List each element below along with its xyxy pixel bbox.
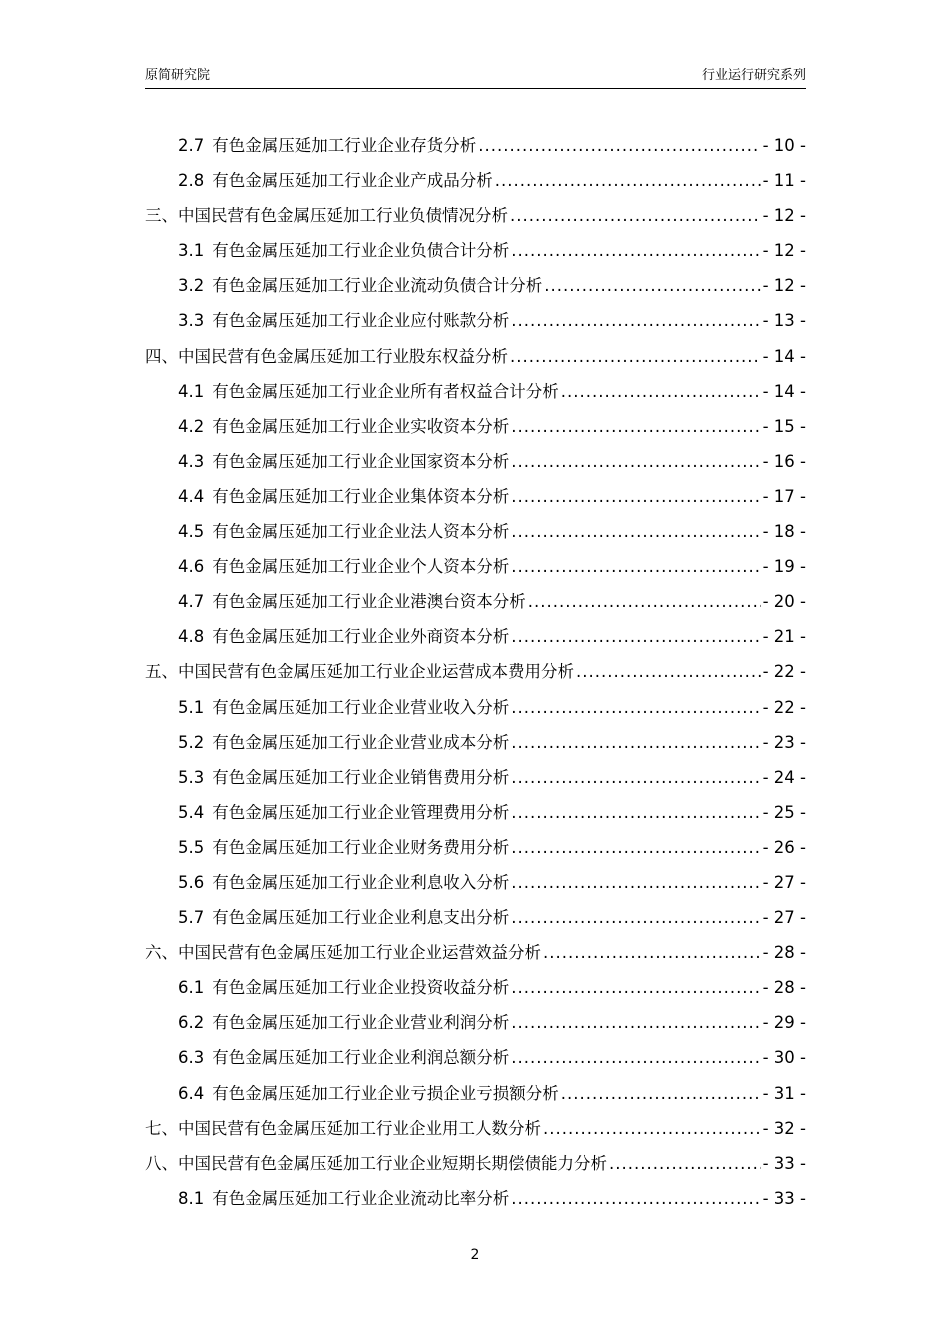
toc-dot-leader <box>510 198 761 233</box>
toc-entry-number: 3.1 <box>178 241 205 261</box>
toc-entry-number: 4.3 <box>178 451 205 471</box>
toc-entry-title: 有色金属压延加工行业企业外商资本分析 <box>212 627 510 647</box>
toc-entry-page: - 27 - <box>762 872 806 892</box>
toc-entry-number: 4.1 <box>178 381 205 401</box>
toc-dot-leader <box>511 795 760 830</box>
toc-entry-number: 5.6 <box>178 872 205 892</box>
toc-entry-page: - 10 - <box>762 136 806 155</box>
toc-entry-page: - 31 - <box>762 1083 806 1103</box>
toc-entry-title: 有色金属压延加工行业企业财务费用分析 <box>212 837 510 857</box>
toc-section-entry[interactable] <box>145 444 806 479</box>
toc-dot-leader <box>510 339 761 374</box>
toc-entry-title: 有色金属压延加工行业企业所有者权益合计分析 <box>212 381 559 401</box>
toc-dot-leader <box>511 549 760 584</box>
toc-dot-leader <box>561 1076 761 1111</box>
toc-entry-page: - 16 - <box>762 451 806 471</box>
toc-dot-leader <box>511 444 760 479</box>
toc-dot-leader <box>495 163 761 198</box>
toc-entry-number: 2.8 <box>178 171 205 191</box>
toc-section-entry[interactable] <box>145 830 806 865</box>
toc-entry-title: 有色金属压延加工行业企业应付账款分析 <box>212 311 510 331</box>
toc-entry-title: 六、中国民营有色金属压延加工行业企业运营效益分析 <box>145 943 541 963</box>
toc-dot-leader <box>511 970 760 1005</box>
toc-dot-leader <box>511 409 760 444</box>
toc-entry-title: 有色金属压延加工行业企业流动负债合计分析 <box>212 276 543 296</box>
toc-entry-title: 有色金属压延加工行业企业利息支出分析 <box>212 908 510 928</box>
toc-section-entry[interactable] <box>145 233 806 268</box>
toc-entry-page: - 21 - <box>762 627 806 647</box>
toc-section-entry[interactable] <box>145 128 806 163</box>
page-header <box>145 66 806 89</box>
toc-entry-page: - 29 - <box>762 1013 806 1033</box>
toc-dot-leader <box>543 935 761 970</box>
toc-section-entry[interactable] <box>145 725 806 760</box>
toc-entry-title: 四、中国民营有色金属压延加工行业股东权益分析 <box>145 346 508 366</box>
toc-entry-title: 有色金属压延加工行业企业流动比率分析 <box>212 1188 510 1208</box>
toc-entry-title: 有色金属压延加工行业企业实收资本分析 <box>212 416 510 436</box>
toc-entry-page: - 28 - <box>762 978 806 998</box>
toc-entry-number: 6.1 <box>178 978 205 998</box>
toc-dot-leader <box>511 725 760 760</box>
toc-entry-number: 4.5 <box>178 522 205 542</box>
toc-entry-page: - 32 - <box>762 1118 806 1138</box>
toc-entry-page: - 17 - <box>762 486 806 506</box>
toc-entry-page: - 23 - <box>762 732 806 752</box>
toc-chapter-entry[interactable] <box>145 654 806 689</box>
toc-section-entry[interactable] <box>145 409 806 444</box>
toc-chapter-entry[interactable] <box>145 1111 806 1146</box>
toc-entry-page: - 15 - <box>762 416 806 436</box>
toc-dot-leader <box>576 654 761 689</box>
toc-dot-leader <box>511 303 760 338</box>
toc-entry-page: - 20 - <box>762 592 806 612</box>
toc-entry-page: - 18 - <box>762 522 806 542</box>
toc-dot-leader <box>609 1146 761 1181</box>
toc-section-entry[interactable] <box>145 865 806 900</box>
header-organization: 原简研究院 <box>145 68 211 83</box>
toc-entry-number: 3.2 <box>178 276 205 296</box>
toc-section-entry[interactable] <box>145 1040 806 1075</box>
toc-entry-number: 2.7 <box>178 136 205 155</box>
toc-entry-title: 有色金属压延加工行业企业法人资本分析 <box>212 522 510 542</box>
toc-entry-title: 有色金属压延加工行业企业产成品分析 <box>212 171 493 191</box>
toc-section-entry[interactable] <box>145 690 806 725</box>
toc-entry-title: 有色金属压延加工行业企业利息收入分析 <box>212 872 510 892</box>
toc-entry-page: - 33 - <box>762 1153 806 1173</box>
toc-section-entry[interactable] <box>145 514 806 549</box>
toc-entry-page: - 27 - <box>762 908 806 928</box>
toc-entry-number: 5.3 <box>178 767 205 787</box>
toc-section-entry[interactable] <box>145 268 806 303</box>
toc-entry-page: - 19 - <box>762 557 806 577</box>
toc-entry-page: - 12 - <box>762 276 806 296</box>
toc-entry-title: 七、中国民营有色金属压延加工行业企业用工人数分析 <box>145 1118 541 1138</box>
toc-section-entry[interactable] <box>145 1076 806 1111</box>
toc-section-entry[interactable] <box>145 163 806 198</box>
toc-chapter-entry[interactable] <box>145 198 806 233</box>
toc-entry-page: - 12 - <box>762 206 806 226</box>
toc-entry-page: - 28 - <box>762 943 806 963</box>
toc-entry-number: 4.7 <box>178 592 205 612</box>
toc-dot-leader <box>511 865 760 900</box>
toc-section-entry[interactable] <box>145 549 806 584</box>
toc-entry-page: - 22 - <box>762 697 806 717</box>
toc-entry-number: 5.7 <box>178 908 205 928</box>
toc-entry-number: 6.3 <box>178 1048 205 1068</box>
toc-chapter-entry[interactable] <box>145 935 806 970</box>
toc-entry-title: 有色金属压延加工行业企业集体资本分析 <box>212 486 510 506</box>
toc-section-entry[interactable] <box>145 1005 806 1040</box>
toc-entry-title: 八、中国民营有色金属压延加工行业企业短期长期偿债能力分析 <box>145 1153 607 1173</box>
toc-dot-leader <box>543 1111 761 1146</box>
toc-section-entry[interactable] <box>145 479 806 514</box>
toc-entry-page: - 33 - <box>762 1188 806 1208</box>
toc-entry-number: 8.1 <box>178 1188 205 1208</box>
toc-entry-number: 4.4 <box>178 486 205 506</box>
toc-section-entry[interactable] <box>145 303 806 338</box>
toc-entry-number: 5.4 <box>178 802 205 822</box>
toc-entry-page: - 14 - <box>762 381 806 401</box>
table-of-contents <box>145 128 806 1216</box>
toc-dot-leader <box>478 128 760 163</box>
toc-entry-title: 有色金属压延加工行业企业港澳台资本分析 <box>212 592 526 612</box>
toc-dot-leader <box>511 760 760 795</box>
toc-entry-title: 有色金属压延加工行业企业营业利润分析 <box>212 1013 510 1033</box>
toc-entry-page: - 22 - <box>762 662 806 682</box>
toc-entry-page: - 11 - <box>762 171 806 191</box>
toc-section-entry[interactable] <box>145 760 806 795</box>
toc-entry-page: - 30 - <box>762 1048 806 1068</box>
toc-section-entry[interactable] <box>145 619 806 654</box>
toc-entry-number: 5.5 <box>178 837 205 857</box>
toc-entry-title: 有色金属压延加工行业企业负债合计分析 <box>212 241 510 261</box>
toc-section-entry[interactable] <box>145 900 806 935</box>
toc-dot-leader <box>511 830 760 865</box>
toc-entry-number: 3.3 <box>178 311 205 331</box>
toc-chapter-entry[interactable] <box>145 339 806 374</box>
toc-entry-title: 有色金属压延加工行业企业销售费用分析 <box>212 767 510 787</box>
toc-entry-page: - 25 - <box>762 802 806 822</box>
toc-dot-leader <box>511 619 760 654</box>
toc-entry-title: 有色金属压延加工行业企业亏损企业亏损额分析 <box>212 1083 559 1103</box>
toc-entry-page: - 26 - <box>762 837 806 857</box>
toc-entry-number: 5.1 <box>178 697 205 717</box>
toc-dot-leader <box>561 374 761 409</box>
toc-entry-page: - 13 - <box>762 311 806 331</box>
toc-entry-title: 有色金属压延加工行业企业个人资本分析 <box>212 557 510 577</box>
toc-dot-leader <box>511 1005 760 1040</box>
toc-dot-leader <box>511 233 760 268</box>
toc-dot-leader <box>528 584 761 619</box>
toc-dot-leader <box>511 690 760 725</box>
toc-section-entry[interactable] <box>145 795 806 830</box>
header-series-title: 行业运行研究系列 <box>701 68 806 83</box>
toc-entry-page: - 14 - <box>762 346 806 366</box>
toc-section-entry[interactable] <box>145 374 806 409</box>
toc-entry-number: 5.2 <box>178 732 205 752</box>
toc-entry-title: 有色金属压延加工行业企业国家资本分析 <box>212 451 510 471</box>
toc-section-entry[interactable] <box>145 970 806 1005</box>
toc-chapter-entry[interactable] <box>145 1146 806 1181</box>
toc-entry-title: 三、中国民营有色金属压延加工行业负债情况分析 <box>145 206 508 226</box>
toc-dot-leader <box>511 1040 760 1075</box>
toc-dot-leader <box>511 514 760 549</box>
toc-dot-leader <box>511 479 760 514</box>
toc-section-entry[interactable] <box>145 584 806 619</box>
page-number: 2 <box>470 1247 480 1263</box>
toc-entry-page: - 12 - <box>762 241 806 261</box>
toc-entry-title: 有色金属压延加工行业企业投资收益分析 <box>212 978 510 998</box>
toc-entry-title: 有色金属压延加工行业企业利润总额分析 <box>212 1048 510 1068</box>
toc-dot-leader <box>544 268 760 303</box>
toc-entry-title: 有色金属压延加工行业企业营业收入分析 <box>212 697 510 717</box>
toc-dot-leader <box>511 1181 760 1216</box>
toc-entry-number: 4.8 <box>178 627 205 647</box>
toc-entry-number: 6.2 <box>178 1013 205 1033</box>
toc-entry-title: 五、中国民营有色金属压延加工行业企业运营成本费用分析 <box>145 662 574 682</box>
toc-entry-title: 有色金属压延加工行业企业存货分析 <box>212 136 477 155</box>
toc-entry-number: 4.2 <box>178 416 205 436</box>
toc-section-entry[interactable] <box>145 1181 806 1216</box>
toc-entry-number: 4.6 <box>178 557 205 577</box>
toc-entry-title: 有色金属压延加工行业企业营业成本分析 <box>212 732 510 752</box>
toc-entry-number: 6.4 <box>178 1083 205 1103</box>
toc-entry-title: 有色金属压延加工行业企业管理费用分析 <box>212 802 510 822</box>
toc-dot-leader <box>511 900 760 935</box>
toc-entry-page: - 24 - <box>762 767 806 787</box>
